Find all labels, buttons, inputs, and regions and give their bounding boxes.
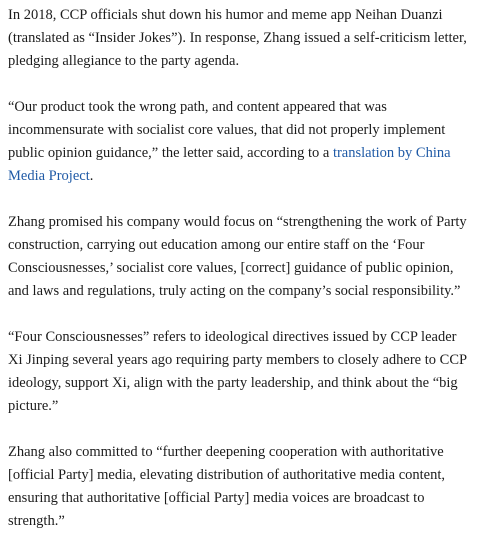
- paragraph-2: [8, 96, 470, 188]
- paragraph-3: Zhang promised his company would focus on “strengthening the work of Party construction, carrying out education among our entire staff on the ‘Four Consciousnesses,’ socialist core values, [correct] guidance of public opinion, and laws and regulations, truly acting on the company’s social responsibility.”: [8, 214, 467, 299]
- paragraph-5: Zhang also committed to “further deepening cooperation with authoritative [official Party] media, elevating distribution of authoritative media content, ensuring that authoritative [official Party] media voices are broadcast to strength.”: [8, 444, 446, 529]
- paragraph-2-end: .: [89, 168, 94, 184]
- paragraph-1: In 2018, CCP officials shut down his humor and meme app Neihan Duanzi (translated as “Insider Jokes”). In response, Zhang issued a self-criticism letter, pledging allegiance to the party agenda.: [8, 7, 467, 69]
- china-media-project-link[interactable]: translation by China Media Project: [8, 145, 451, 184]
- paragraph-2-text: “Our product took the wrong path, and content appeared that was incommensurate with socialist core values, that did not properly implement public opinion guidance,” the letter said, according to a: [8, 99, 446, 161]
- paragraph-4: “Four Consciousnesses” refers to ideological directives issued by CCP leader Xi Jinping several years ago requiring party members to closely adhere to CCP ideology, support Xi, align with the party leadership, and think about the “big picture.”: [8, 329, 467, 414]
